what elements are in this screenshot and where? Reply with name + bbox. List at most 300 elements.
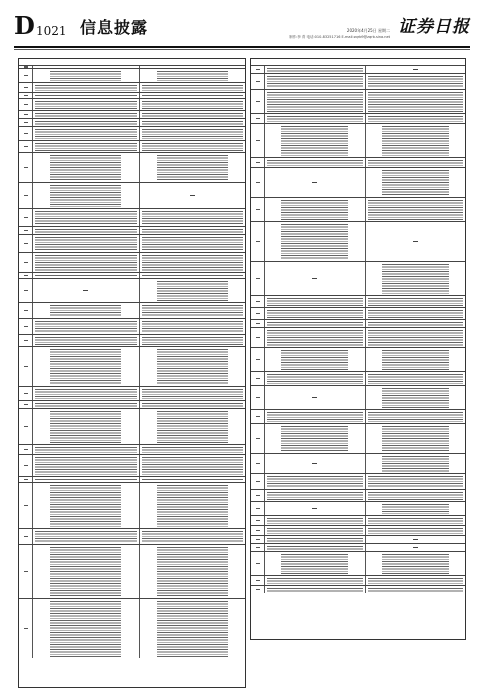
- row-number-mark: [24, 217, 28, 218]
- row-number-mark: [24, 195, 28, 196]
- table-row: [19, 68, 245, 82]
- row-number-cell: [251, 454, 265, 473]
- row-number-mark: [256, 323, 260, 324]
- clause-text-lines: [35, 229, 137, 233]
- revised-clause-cell: [140, 303, 246, 318]
- amendment-table-left: [18, 58, 246, 688]
- original-clause-cell: [265, 552, 366, 575]
- row-number-mark: [24, 104, 28, 105]
- row-number-mark: [24, 628, 28, 629]
- row-number-cell: [251, 536, 265, 543]
- empty-cell-dash: [190, 195, 195, 197]
- clause-text-lines: [157, 71, 228, 81]
- clause-text-lines: [382, 170, 449, 196]
- original-clause-cell: [33, 545, 140, 598]
- table-row: [251, 535, 465, 543]
- clause-text-lines: [35, 457, 137, 475]
- revised-clause-cell: [140, 119, 246, 126]
- row-number-cell: [19, 483, 33, 528]
- contact-line: 制作:李 青 电话:010-83251716 E-mail:zqrb9@zqrb.sina.net: [289, 35, 390, 39]
- revised-clause-cell: [366, 372, 466, 385]
- table-row: [251, 221, 465, 261]
- table-row: [19, 152, 245, 182]
- row-number-mark: [256, 563, 260, 564]
- empty-cell-dash: [413, 547, 418, 549]
- row-number-mark: [256, 69, 260, 70]
- clause-text-lines: [368, 116, 464, 122]
- revised-clause-cell: [140, 279, 246, 302]
- header-rule: [14, 46, 470, 48]
- row-number-cell: [251, 114, 265, 123]
- table-row: [19, 208, 245, 226]
- row-number-cell: [251, 552, 265, 575]
- table-row: [251, 585, 465, 593]
- empty-cell-dash: [312, 278, 317, 280]
- clause-text-lines: [50, 185, 121, 207]
- revised-clause-cell: [366, 526, 466, 535]
- original-clause-cell: [33, 455, 140, 476]
- revised-clause-cell: [366, 66, 466, 73]
- original-clause-cell: [265, 454, 366, 473]
- clause-text-lines: [368, 160, 464, 166]
- revised-clause-cell: [140, 335, 246, 346]
- row-number-cell: [19, 387, 33, 400]
- table-row: [19, 302, 245, 318]
- row-number-cell: [251, 348, 265, 371]
- row-number-cell: [251, 320, 265, 327]
- row-number-cell: [19, 235, 33, 252]
- table-row: [19, 408, 245, 444]
- row-number-cell: [251, 74, 265, 89]
- clause-text-lines: [142, 321, 244, 333]
- row-number-cell: [251, 386, 265, 409]
- empty-cell-dash: [312, 397, 317, 399]
- revised-clause-cell: [140, 69, 246, 82]
- clause-text-lines: [35, 95, 137, 97]
- table-row: [19, 98, 245, 110]
- clause-text-lines: [35, 101, 137, 109]
- row-number-mark: [24, 262, 28, 263]
- clause-text-lines: [267, 588, 363, 592]
- revised-clause-cell: [140, 141, 246, 152]
- table-row: [19, 118, 245, 126]
- revised-clause-cell: [366, 262, 466, 295]
- row-number-cell: [19, 127, 33, 140]
- clause-text-lines: [35, 447, 137, 453]
- row-number-mark: [256, 520, 260, 521]
- original-clause-cell: [33, 127, 140, 140]
- revised-clause-cell: [366, 198, 466, 221]
- page-letter: D: [14, 11, 35, 40]
- row-number-mark: [256, 481, 260, 482]
- table-row: [251, 371, 465, 385]
- row-number-cell: [251, 308, 265, 319]
- original-clause-cell: [33, 83, 140, 92]
- clause-text-lines: [157, 485, 228, 527]
- original-clause-cell: [265, 348, 366, 371]
- table-row: [251, 525, 465, 535]
- section-title: 信息披露: [80, 18, 149, 37]
- clause-text-lines: [142, 479, 244, 481]
- clause-text-lines: [281, 554, 348, 574]
- clause-text-lines: [35, 275, 137, 277]
- clause-text-lines: [267, 476, 363, 488]
- table-row: [19, 318, 245, 334]
- clause-text-lines: [281, 350, 348, 370]
- row-number-cell: [251, 372, 265, 385]
- clause-text-lines: [35, 237, 137, 251]
- clause-text-lines: [368, 330, 464, 346]
- clause-text-lines: [142, 113, 244, 117]
- table-row: [251, 501, 465, 515]
- revised-clause-cell: [366, 516, 466, 525]
- clause-text-lines: [35, 85, 137, 91]
- row-number-cell: [251, 168, 265, 197]
- clause-text-lines: [267, 412, 363, 422]
- revised-clause-cell: [140, 387, 246, 400]
- revised-clause-cell: [140, 409, 246, 444]
- revised-clause-cell: [366, 586, 466, 593]
- original-clause-cell: [33, 387, 140, 400]
- row-number-mark: [256, 140, 260, 141]
- revised-clause-cell: [140, 319, 246, 334]
- clause-text-lines: [382, 264, 449, 294]
- row-number-cell: [19, 319, 33, 334]
- original-clause-cell: [33, 347, 140, 386]
- row-number-cell: [19, 183, 33, 208]
- row-number-mark: [24, 290, 28, 291]
- row-number-mark: [256, 359, 260, 360]
- original-clause-cell: [265, 410, 366, 423]
- row-number-cell: [251, 262, 265, 295]
- original-clause-cell: [33, 445, 140, 454]
- table-row: [19, 278, 245, 302]
- clause-text-lines: [267, 310, 363, 318]
- clause-text-lines: [368, 518, 464, 524]
- original-clause-cell: [265, 516, 366, 525]
- row-number-mark: [24, 87, 28, 88]
- original-clause-cell: [33, 409, 140, 444]
- revised-clause-cell: [140, 529, 246, 544]
- row-number-cell: [19, 455, 33, 476]
- row-number-cell: [19, 409, 33, 444]
- clause-text-lines: [281, 200, 348, 220]
- table-row: [19, 226, 245, 234]
- original-clause-cell: [33, 209, 140, 226]
- revised-clause-cell: [140, 455, 246, 476]
- clause-text-lines: [382, 456, 449, 472]
- clause-text-lines: [50, 547, 121, 597]
- row-number-mark: [256, 530, 260, 531]
- row-number-cell: [251, 158, 265, 167]
- clause-text-lines: [368, 322, 464, 326]
- revised-clause-cell: [140, 153, 246, 182]
- clause-text-lines: [267, 578, 363, 584]
- clause-text-lines: [157, 411, 228, 443]
- original-clause-cell: [265, 536, 366, 543]
- row-number-mark: [24, 393, 28, 394]
- clause-text-lines: [50, 485, 121, 527]
- clause-text-lines: [368, 298, 464, 306]
- revised-clause-cell: [366, 114, 466, 123]
- table-row: [251, 65, 465, 73]
- clause-text-lines: [35, 255, 137, 271]
- original-clause-cell: [33, 303, 140, 318]
- clause-text-lines: [368, 76, 464, 88]
- clause-text-lines: [142, 237, 244, 251]
- row-number-mark: [24, 133, 28, 134]
- row-number-cell: [251, 490, 265, 501]
- table-row: [19, 386, 245, 400]
- table-row: [251, 197, 465, 221]
- row-number-cell: [19, 83, 33, 92]
- row-number-mark: [24, 571, 28, 572]
- revised-clause-cell: [366, 536, 466, 543]
- original-clause-cell: [265, 386, 366, 409]
- row-number-mark: [24, 167, 28, 168]
- original-clause-cell: [265, 576, 366, 585]
- clause-text-lines: [35, 143, 137, 151]
- row-number-cell: [19, 69, 33, 82]
- clause-text-lines: [382, 504, 449, 514]
- revised-clause-cell: [366, 90, 466, 113]
- row-number-mark: [24, 146, 28, 147]
- row-number-mark: [24, 505, 28, 506]
- clause-text-lines: [267, 492, 363, 500]
- table-row: [251, 473, 465, 489]
- table-row: [251, 295, 465, 307]
- clause-text-lines: [382, 554, 449, 574]
- clause-text-lines: [142, 531, 244, 543]
- clause-text-lines: [157, 281, 228, 301]
- row-number-cell: [19, 303, 33, 318]
- clause-text-lines: [50, 155, 121, 181]
- row-number-cell: [19, 545, 33, 598]
- clause-text-lines: [142, 457, 244, 475]
- revised-clause-cell: [140, 127, 246, 140]
- clause-text-lines: [267, 322, 363, 326]
- original-clause-cell: [33, 99, 140, 110]
- original-clause-cell: [265, 502, 366, 515]
- row-number-mark: [256, 241, 260, 242]
- revised-clause-cell: [366, 308, 466, 319]
- clause-text-lines: [35, 321, 137, 333]
- empty-cell-dash: [83, 290, 88, 292]
- table-row: [19, 82, 245, 92]
- revised-clause-cell: [140, 545, 246, 598]
- table-row: [19, 598, 245, 658]
- table-row: [19, 444, 245, 454]
- row-number-mark: [24, 114, 28, 115]
- row-number-cell: [19, 227, 33, 234]
- row-number-mark: [24, 340, 28, 341]
- table-row: [251, 575, 465, 585]
- clause-text-lines: [382, 426, 449, 452]
- row-number-mark: [24, 122, 28, 123]
- row-number-cell: [251, 474, 265, 489]
- date-line: 2020年4月25日 星期二: [346, 28, 390, 33]
- original-clause-cell: [265, 490, 366, 501]
- clause-text-lines: [157, 547, 228, 597]
- table-row: [251, 385, 465, 409]
- row-number-cell: [19, 209, 33, 226]
- clause-text-lines: [368, 92, 464, 112]
- clause-text-lines: [142, 229, 244, 233]
- clause-text-lines: [368, 528, 464, 534]
- clause-text-lines: [267, 68, 363, 72]
- row-number-mark: [256, 416, 260, 417]
- clause-text-lines: [142, 403, 244, 407]
- row-number-cell: [251, 410, 265, 423]
- revised-clause-cell: [140, 209, 246, 226]
- clause-text-lines: [35, 113, 137, 117]
- clause-text-lines: [382, 126, 449, 156]
- revised-clause-cell: [366, 158, 466, 167]
- row-number-mark: [256, 162, 260, 163]
- row-number-mark: [24, 75, 28, 76]
- revised-clause-cell: [140, 99, 246, 110]
- row-number-cell: [251, 328, 265, 347]
- original-clause-cell: [265, 74, 366, 89]
- table-row: [251, 307, 465, 319]
- table-row: [251, 123, 465, 157]
- row-number-cell: [251, 296, 265, 307]
- row-number-mark: [256, 580, 260, 581]
- revised-clause-cell: [140, 483, 246, 528]
- clause-text-lines: [368, 588, 464, 592]
- table-row: [19, 544, 245, 598]
- original-clause-cell: [33, 529, 140, 544]
- table-row: [251, 489, 465, 501]
- clause-text-lines: [157, 155, 228, 181]
- clause-text-lines: [267, 76, 363, 88]
- newspaper-logo-text: 证券日报: [398, 17, 470, 37]
- clause-text-lines: [267, 528, 363, 534]
- clause-text-lines: [142, 337, 244, 345]
- table-row: [19, 482, 245, 528]
- row-number-mark: [256, 313, 260, 314]
- row-number-cell: [251, 516, 265, 525]
- clause-text-lines: [35, 531, 137, 543]
- original-clause-cell: [265, 158, 366, 167]
- table-row: [251, 453, 465, 473]
- original-clause-cell: [33, 119, 140, 126]
- clause-text-lines: [35, 337, 137, 345]
- row-number-mark: [256, 209, 260, 210]
- row-number-cell: [251, 66, 265, 73]
- clause-text-lines: [142, 211, 244, 225]
- original-clause-cell: [33, 153, 140, 182]
- table-row: [251, 551, 465, 575]
- revised-clause-cell: [366, 502, 466, 515]
- clause-text-lines: [267, 374, 363, 384]
- revised-clause-cell: [366, 348, 466, 371]
- table-row: [19, 252, 245, 272]
- amendment-table-right: [250, 58, 466, 640]
- table-row: [19, 528, 245, 544]
- row-number-cell: [251, 124, 265, 157]
- original-clause-cell: [33, 335, 140, 346]
- clause-text-lines: [368, 200, 464, 220]
- row-number-mark: [256, 438, 260, 439]
- row-number-mark: [24, 404, 28, 405]
- clause-text-lines: [267, 546, 363, 550]
- row-number-mark: [24, 275, 28, 276]
- row-number-cell: [251, 544, 265, 551]
- clause-text-lines: [35, 479, 137, 481]
- revised-clause-cell: [366, 296, 466, 307]
- original-clause-cell: [33, 69, 140, 82]
- row-number-mark: [24, 465, 28, 466]
- row-number-mark: [24, 426, 28, 427]
- clause-text-lines: [368, 476, 464, 488]
- revised-clause-cell: [366, 424, 466, 453]
- row-number-mark: [24, 310, 28, 311]
- row-number-mark: [256, 397, 260, 398]
- original-clause-cell: [265, 90, 366, 113]
- table-row: [251, 261, 465, 295]
- original-clause-cell: [265, 308, 366, 319]
- revised-clause-cell: [366, 474, 466, 489]
- clause-text-lines: [382, 388, 449, 408]
- clause-text-lines: [142, 95, 244, 97]
- original-clause-cell: [265, 320, 366, 327]
- row-number-mark: [256, 495, 260, 496]
- table-row: [251, 157, 465, 167]
- row-number-cell: [251, 576, 265, 585]
- table-row: [251, 409, 465, 423]
- original-clause-cell: [265, 114, 366, 123]
- original-clause-cell: [33, 319, 140, 334]
- revised-clause-cell: [366, 74, 466, 89]
- clause-text-lines: [35, 129, 137, 139]
- original-clause-cell: [265, 222, 366, 261]
- table-row: [251, 423, 465, 453]
- clause-text-lines: [142, 305, 244, 317]
- row-number-cell: [19, 253, 33, 272]
- row-number-cell: [19, 445, 33, 454]
- row-number-mark: [256, 182, 260, 183]
- row-number-cell: [251, 586, 265, 593]
- row-number-cell: [19, 153, 33, 182]
- row-number-mark: [256, 378, 260, 379]
- revised-clause-cell: [140, 227, 246, 234]
- clause-text-lines: [142, 389, 244, 399]
- table-row: [19, 400, 245, 408]
- clause-text-lines: [35, 389, 137, 399]
- clause-text-lines: [267, 116, 363, 122]
- row-number-cell: [251, 424, 265, 453]
- row-number-mark: [24, 95, 28, 96]
- original-clause-cell: [265, 372, 366, 385]
- table-row: [251, 113, 465, 123]
- original-clause-cell: [265, 262, 366, 295]
- clause-text-lines: [142, 129, 244, 139]
- clause-text-lines: [267, 330, 363, 346]
- revised-clause-cell: [366, 552, 466, 575]
- amendment-rows-left: [19, 65, 245, 687]
- page-number: 1021: [36, 24, 67, 38]
- empty-cell-dash: [312, 182, 317, 184]
- row-number-cell: [19, 99, 33, 110]
- clause-text-lines: [368, 412, 464, 422]
- clause-text-lines: [142, 121, 244, 125]
- clause-text-lines: [142, 143, 244, 151]
- row-number-cell: [251, 222, 265, 261]
- clause-text-lines: [281, 224, 348, 260]
- row-number-cell: [19, 111, 33, 118]
- empty-cell-dash: [413, 539, 418, 541]
